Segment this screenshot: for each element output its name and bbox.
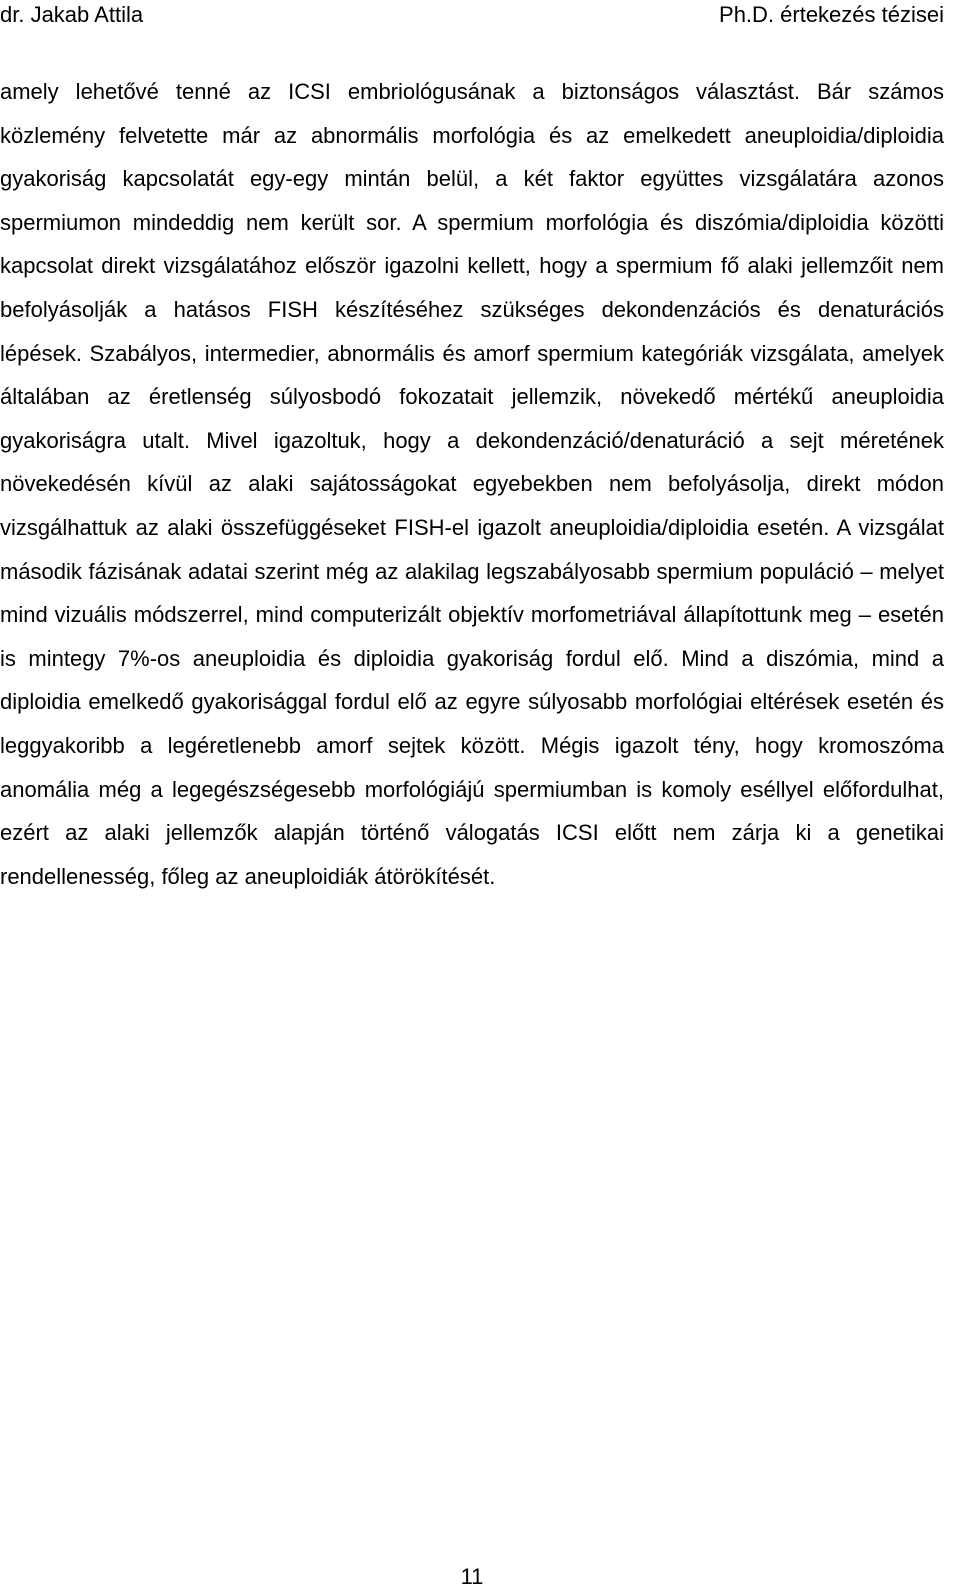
page-header — [0, 0, 944, 40]
header-document-title: Ph.D. értekezés tézisei — [719, 2, 944, 27]
page-number: 11 — [460, 1564, 484, 1589]
body-paragraph: amely lehetővé tenné az ICSI embriológusának a biztonságos választást. Bár számos közlemény felvetette már az abnormális morfológia és az emelkedett aneuploidia/diploidia gyakoriság kapcsolatát egy-egy mintán belül, a két faktor együttes vizsgálatára azonos spermiumon mindeddig nem került sor. A spermium morfológia és diszómia/diploidia közötti kapcsolat direkt vizsgálatához először igazolni kellett, hogy a spermium fő alaki jellemzőit nem befolyásolják a hatásos FISH készítéséhez szükséges dekondenzációs és denaturációs lépések. Szabályos, intermedier, abnormális és amorf spermium kategóriák vizsgálata, amelyek általában az éretlenség súlyosbodó fokozatait jellemzik, növekedő mértékű aneuploidia gyakoriságra utalt. Mivel igazoltuk, hogy a dekondenzáció/denaturáció a sejt méretének növekedésén kívül az alaki sajátosságokat egyebekben nem befolyásolja, direkt módon vizsgálhattuk az alaki összefüggéseket FISH-el igazolt aneuploidia/diploidia esetén. A vizsgálat második fázisának adatai szerint még az alakilag legszabályosabb spermium populáció – melyet mind vizuális módszerrel, mind computerizált objektív morfometriával állapítottunk meg – esetén is mintegy 7%-os aneuploidia és diploidia gyakoriság fordul elő. Mind a diszómia, mind a diploidia emelkedő gyakorisággal fordul elő az egyre súlyosabb morfológiai eltérések esetén és leggyakoribb a legéretlenebb amorf sejtek között. Mégis igazolt tény, hogy kromoszóma anomália még a legegészségesebb morfológiájú spermiumban is komoly eséllyel előfordulhat, ezért az alaki jellemzők alapján történő válogatás ICSI előtt nem zárja ki a genetikai rendellenesség, főleg az aneuploidiák átörökítését. — [0, 79, 944, 889]
page-footer — [0, 1562, 944, 1592]
header-author: dr. Jakab Attila — [0, 2, 144, 27]
